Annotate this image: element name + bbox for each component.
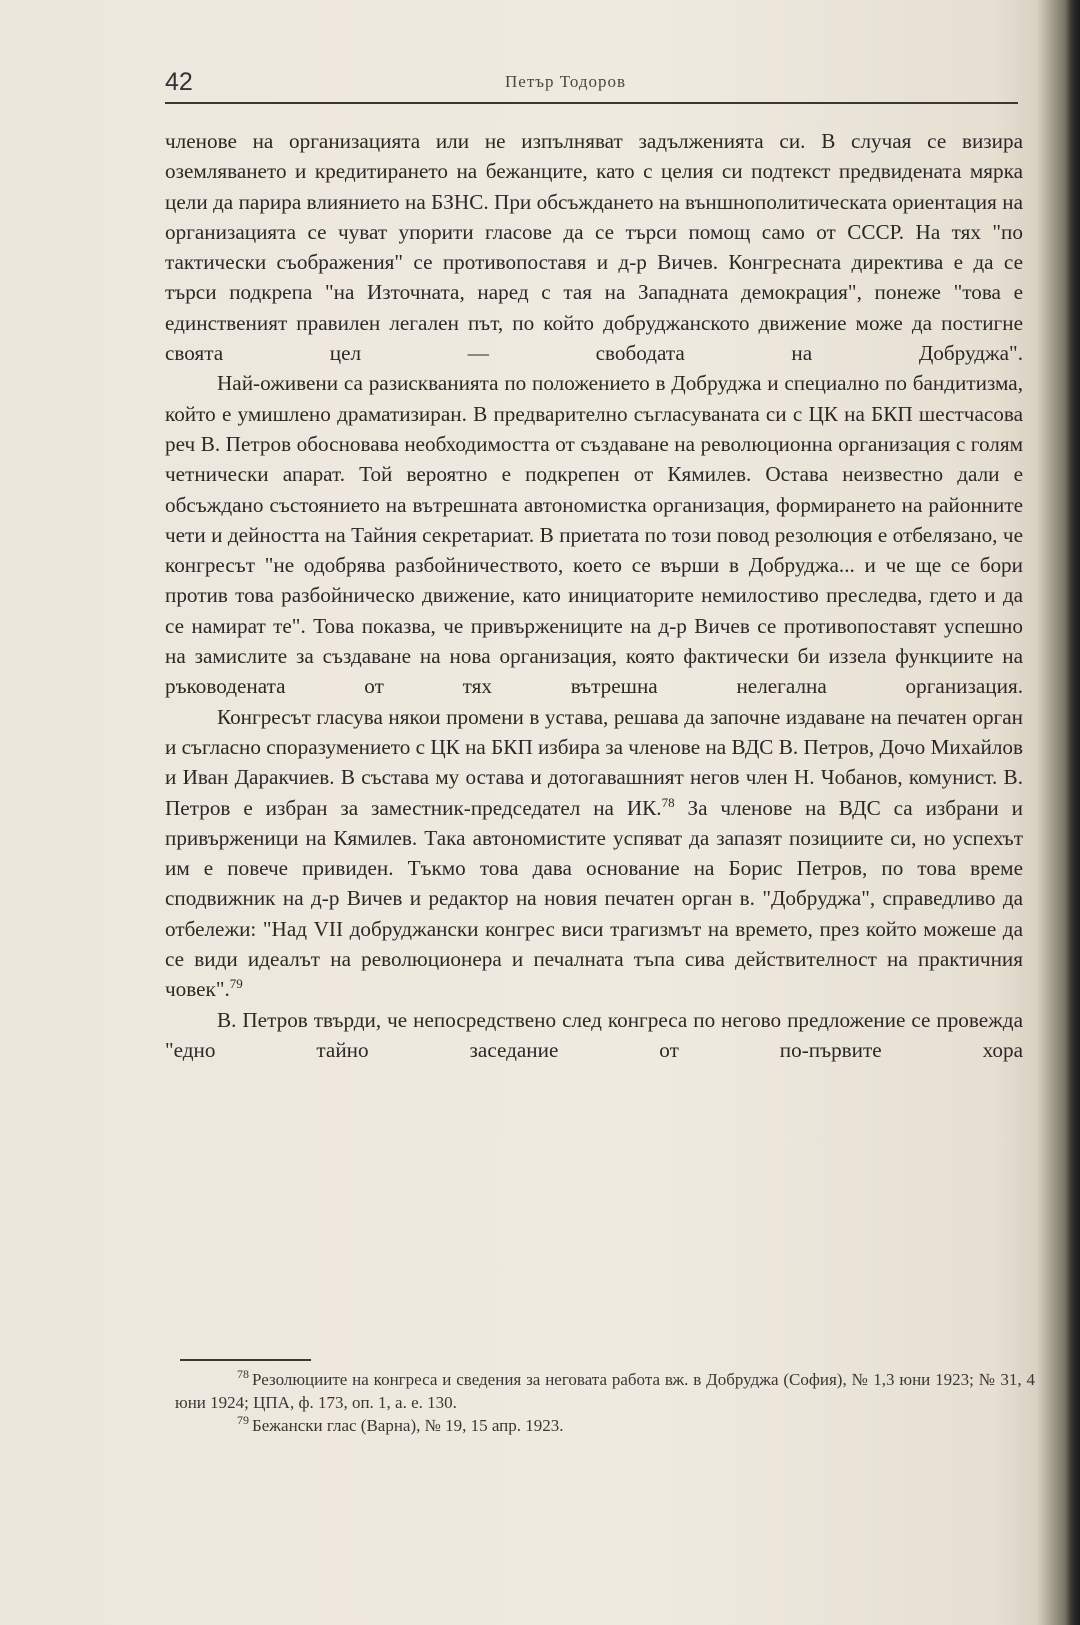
footnotes — [175, 1368, 1035, 1437]
footnote-text: Резолюциите на конгреса и сведения за неговата работа вж. в Добруджа (София), № 1,3 юни 1923; № 31, 4 юни 1924; ЦПА, ф. 173, оп. 1, а. е. 130. — [175, 1370, 1035, 1412]
paragraph-3-part-a: Конгресът гласува някои промени в устава, решава да започне издаване на печатен орган и съгласно споразумението с ЦК на БКП избира за членове на ВДС В. Петров, Дочо Михайлов и Иван Даракчиев. В състава му остава и дотогавашният негов член Н. Чобанов, комунист. В. Петров е избран за заместник-председател на ИК. — [165, 704, 1023, 820]
page-header — [165, 66, 1018, 102]
paragraph-2: Най-оживени са разискванията по положението в Добруджа и специално по бандитизма, който е умишлено драматизиран. В предварително съгласуваната си с ЦК на БКП шестчасова реч В. Петров обосновава необходимостта от създаване на революционна организация с голям четнически апарат. Той вероятно е подкрепен от Кямилев. Остава неизвестно дали е обсъждано състоянието на вътрешната автономистка организация, формирането на районните чети и дейността на Тайния секретариат. В приетата по този повод резолюция е отбелязано, че конгресът "не одобрява разбойничеството, което се върши в Добруджа... и че ще се бори против това разбойническо движение, като инициаторите немилостиво преследва, гдето и да се намират те". Това показва, че привържениците на д-р Вичев се противопоставят успешно на замислите за създаване на нова организация, която фактически би иззела функциите на ръководената от тях вътрешна нелегална организация. — [165, 371, 1023, 699]
footnote-ref-79[interactable]: 79 — [229, 976, 243, 992]
paragraph-3 — [165, 702, 1023, 1005]
footnote-number: 78 — [237, 1367, 249, 1381]
page-edge-shadow — [1066, 0, 1080, 1625]
footnote-78 — [175, 1368, 1035, 1414]
footnote-text: Бежански глас (Варна), № 19, 15 апр. 1923. — [252, 1416, 564, 1435]
header-rule — [165, 102, 1018, 104]
paragraph-1: членове на организацията или не изпълняват задълженията си. В случая се визира оземляването и кредитирането на бежанците, като с целия си подтекст предвидената мярка цели да парира влиянието на БЗНС. При обсъждането на външнополитическата ориентация на организацията се чуват упорити гласове да се търси помощ само от СССР. На тях "по тактически съображения" се противопоставя и д-р Вичев. Конгресната директива е да се търси подкрепа "на Източната, наред с тая на Западната демокрация", понеже "това е единственият правилен легален път, по който добруджанското движение може да постигне своята цел — свободата на Добруджа". — [165, 129, 1023, 366]
body-text — [165, 126, 1023, 1065]
footnote-rule — [180, 1359, 311, 1361]
footnote-ref-78[interactable]: 78 — [661, 794, 675, 810]
footnote-number: 79 — [237, 1413, 249, 1427]
page-number: 42 — [165, 68, 193, 96]
running-head: Петър Тодоров — [505, 72, 627, 91]
paragraph-3-part-b: За членове на ВДС са избрани и привърженици на Кямилев. Така автономистите успяват да запазят позициите си, но успехът им е повече привиден. Тъкмо това дава основание на Борис Петров, по това време сподвижник на д-р Вичев и редактор на новия печатен орган в. "Добруджа", справедливо да отбележи: "Над VII добруджански конгрес виси трагизмът на времето, през който можеше да се види идеалът на революционера и печалната тъпа сива действителност на практичния човек". — [165, 795, 1023, 1002]
footnote-79 — [175, 1414, 1035, 1437]
paragraph-4: В. Петров твърди, че непосредствено след конгреса по негово предложение се провежда "едно тайно заседание от по-първите хора — [165, 1007, 1023, 1062]
